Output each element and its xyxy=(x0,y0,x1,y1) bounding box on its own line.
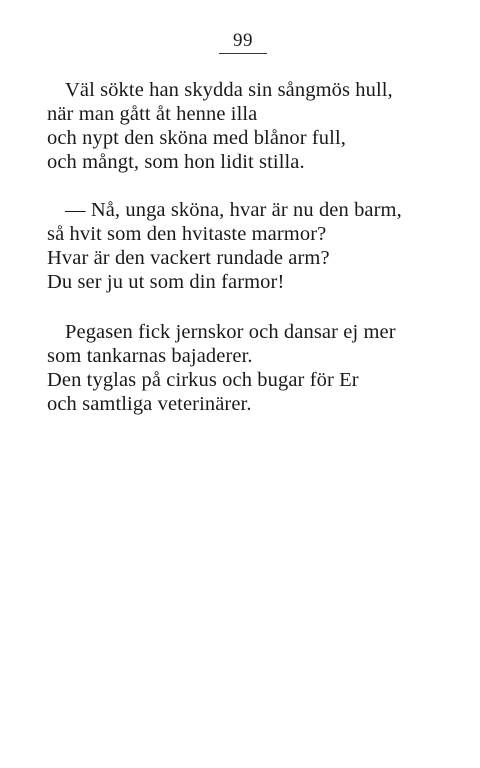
page-number: 99 xyxy=(219,30,267,54)
poem-line: så hvit som den hvitaste marmor? xyxy=(47,223,327,245)
poem-line: Den tyglas på cirkus och bugar för Er xyxy=(47,369,359,391)
poem-line: och mångt, som hon lidit stilla. xyxy=(47,151,305,173)
poem-line: Väl sökte han skydda sin sångmös hull, xyxy=(65,79,393,101)
stanza-3 xyxy=(47,320,480,416)
stanza-2 xyxy=(47,198,480,294)
poem-line: Du ser ju ut som din farmor! xyxy=(47,271,285,293)
poem-line: och nypt den sköna med blånor full, xyxy=(47,127,346,149)
poem-line: Pegasen fick jernskor och dansar ej mer xyxy=(65,321,396,343)
page-header xyxy=(0,30,480,54)
stanza-1 xyxy=(47,78,480,174)
poem-line: och samtliga veterinärer. xyxy=(47,393,252,415)
poem-line: — Nå, unga sköna, hvar är nu den barm, xyxy=(65,199,402,221)
poem-line: när man gått åt henne illa xyxy=(47,103,258,125)
poem-line: Hvar är den vackert rundade arm? xyxy=(47,247,330,269)
poem-line: som tankarnas bajaderer. xyxy=(47,345,253,367)
